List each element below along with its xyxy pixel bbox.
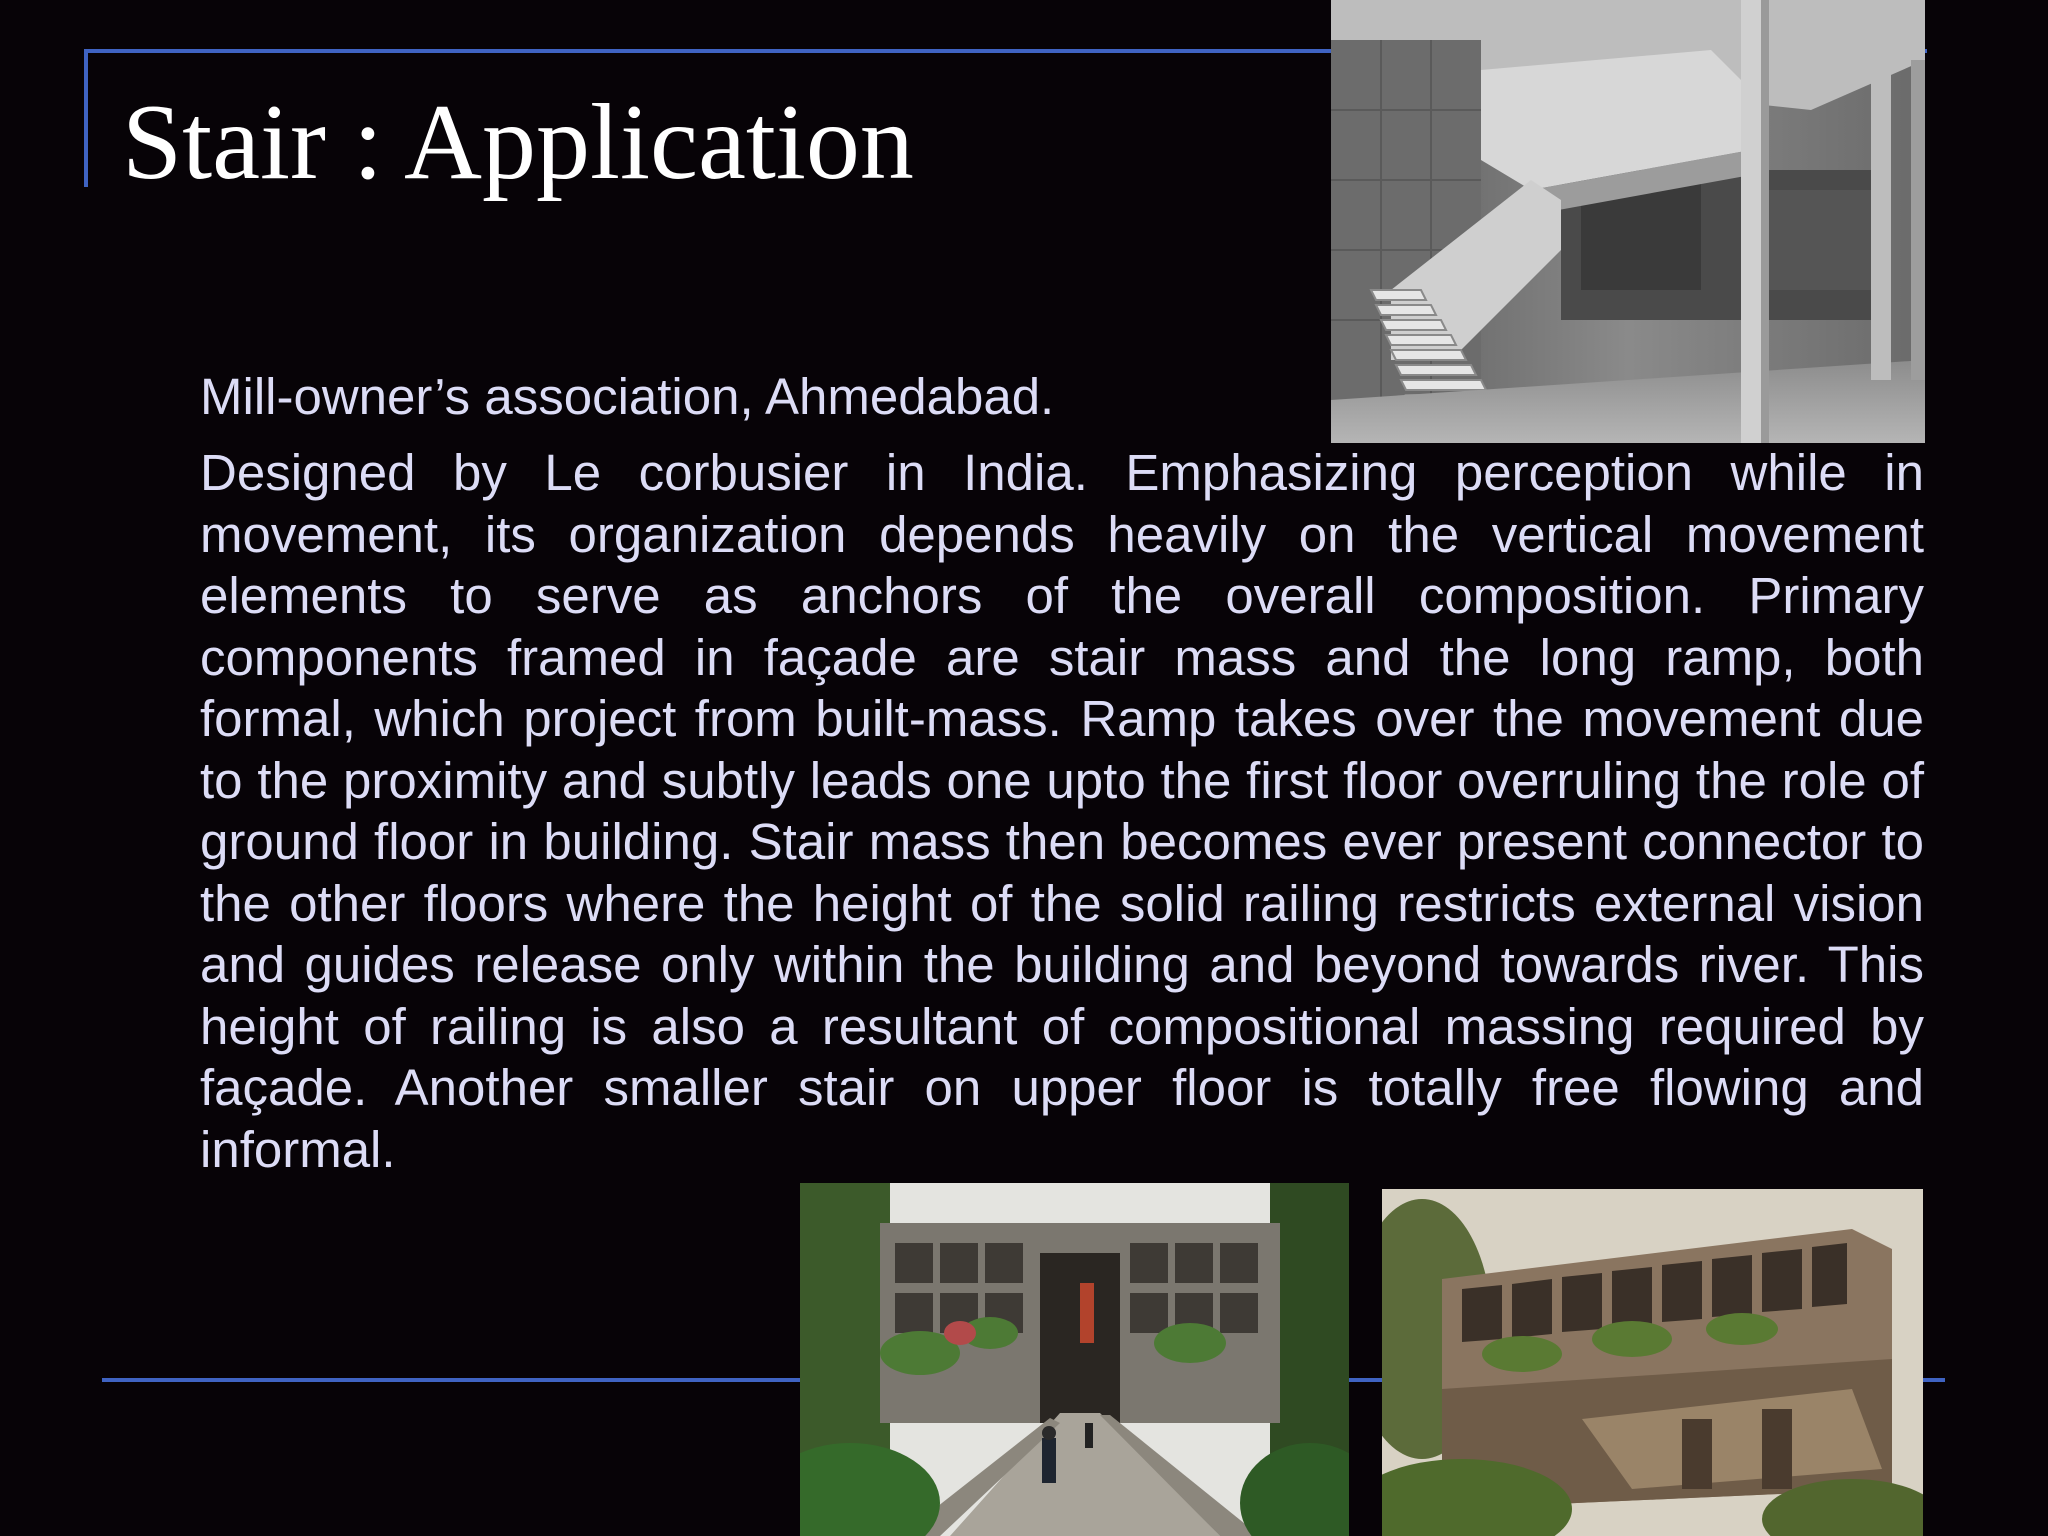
facade-ramp-photo [800,1183,1349,1536]
left-accent-line [84,49,88,187]
side-facade-photo [1382,1189,1923,1536]
building-name: Mill-owner’s association, Ahmedabad. [200,368,1055,425]
slide-title: Stair : Application [122,83,914,202]
description-paragraph: Designed by Le corbusier in India. Emphasizing perception while in movement, its organization depends heavily on the vertical movement elements to serve as anchors of the overall composition. Primary components framed in façade are stair mass and the long ramp, both formal, which project from built-mass. Ramp takes over the movement due to the proximity and subtly leads one upto the first floor overruling the role of ground floor in building. Stair mass then becomes ever present connector to the other floors where the height of the solid railing restricts external vision and guides release only within the building and beyond towards river. This height of railing is also a resultant of compositional massing required by façade. Another smaller stair on upper floor is totally free flowing and informal. [200,444,1924,1178]
interior-stair-photo [1331,0,1925,443]
